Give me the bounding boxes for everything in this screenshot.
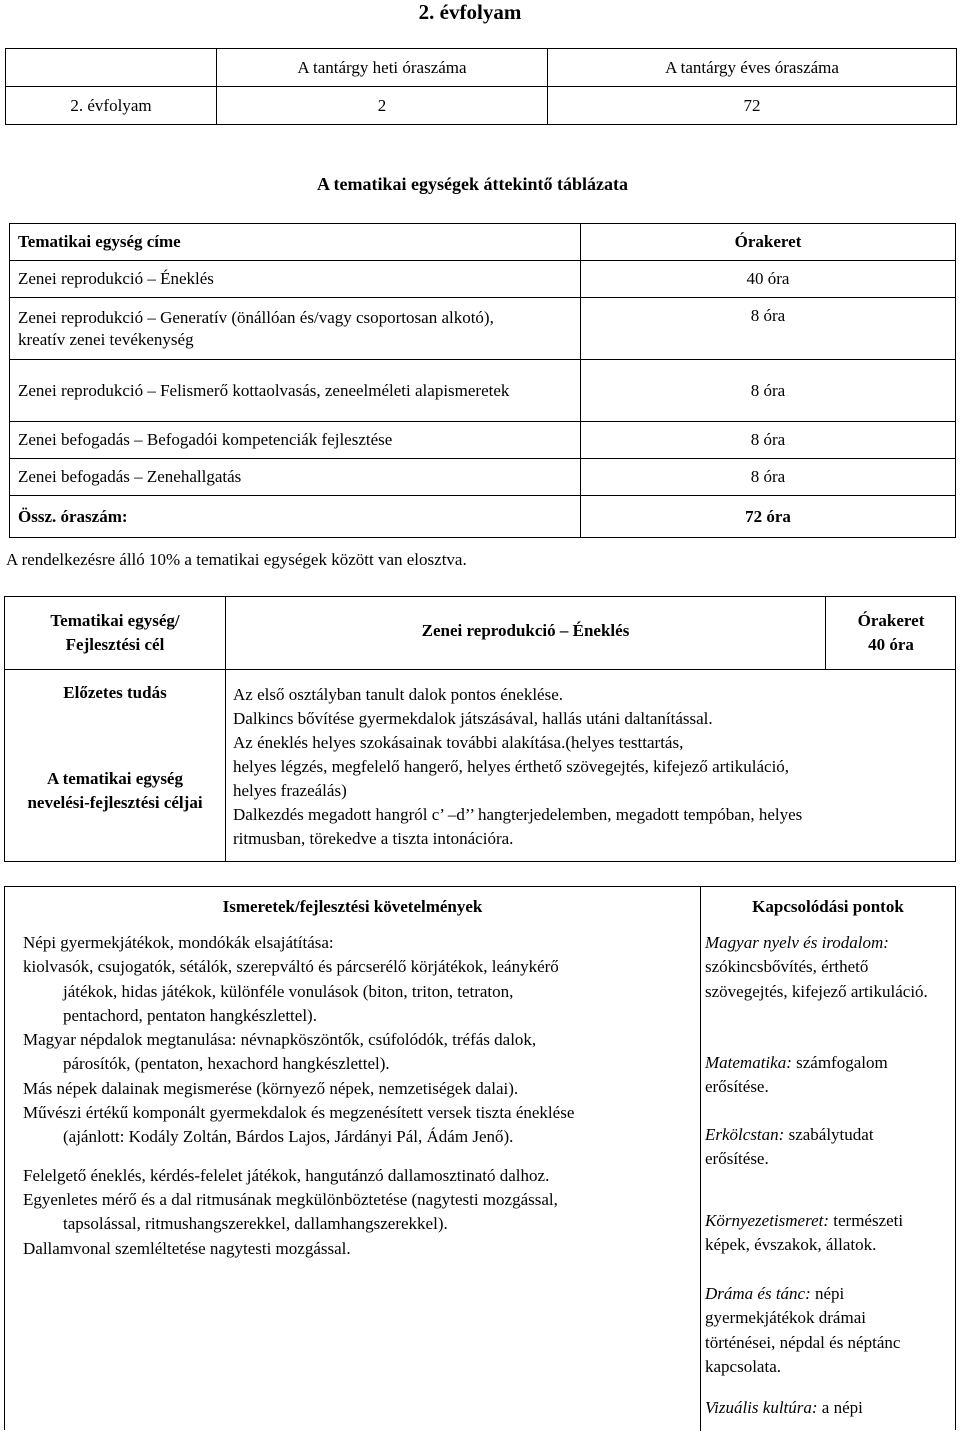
link-text: természeti képek, évszakok, állatok. <box>705 1211 904 1255</box>
weekly-hours-header: A tantárgy heti óraszáma <box>217 49 548 87</box>
unit-row-2: Zenei reprodukció – Generatív (önállóan és/vagy csoportosan alkotó), kreatív zenei tevékenység <box>10 298 581 360</box>
requirement-line: párosítók, (pentaton, hexachord hangkészlettel). <box>63 1054 390 1074</box>
total-hours: 72 óra <box>581 496 956 538</box>
link-subject: Matematika: <box>705 1053 792 1072</box>
page-title: 2. évfolyam <box>418 0 522 24</box>
unit-label: Tematikai egység/ Fejlesztési cél <box>50 611 180 654</box>
requirement-line: Népi gyermekjátékok, mondókák elsajátítása: <box>23 933 334 952</box>
requirement-line: játékok, hidas játékok, különféle vonulások (biton, triton, tetraton, <box>63 981 514 1001</box>
distribution-note: A rendelkezésre álló 10% a tematikai egységek között van elosztva. <box>6 550 467 569</box>
link-item <box>705 931 937 1051</box>
link-item <box>705 1209 937 1282</box>
unit-row-2-hours: 8 óra <box>581 298 956 360</box>
requirement-line: pentachord, pentaton hangkészlettel). <box>63 1005 317 1025</box>
requirement-line: (ajánlott: Kodály Zoltán, Bárdos Lajos, Járdányi Pál, Ádám Jenő). <box>63 1127 514 1147</box>
hours-column-header: Órakeret <box>581 224 956 261</box>
requirement-line: Más népek dalainak megismerése (környező népek, nemzetiségek dalai). <box>23 1078 519 1098</box>
requirement-line: Felelgető éneklés, kérdés-felelet játékok, hangutánzó dallamosztinató dalhoz. <box>23 1165 550 1185</box>
link-item <box>705 1396 937 1420</box>
weekly-hours-value: 2 <box>217 87 548 125</box>
requirement-line: Dallamvonal szemléltetése nagytesti mozgással. <box>23 1238 351 1258</box>
unit-row-4-hours: 8 óra <box>581 422 956 459</box>
total-label: Össz. óraszám: <box>10 496 581 538</box>
link-item <box>705 1051 937 1123</box>
overview-table <box>9 223 956 538</box>
requirement-line: Egyenletes mérő és a dal ritmusának megkülönböztetése (nagytesti mozgással, <box>23 1189 558 1209</box>
grade-label: 2. évfolyam <box>6 87 217 125</box>
overview-title: A tematikai egységek áttekintő táblázata <box>317 174 628 194</box>
goals-text: Az első osztályban tanult dalok pontos éneklése. Dalkincs bővítése gyermekdalok játszásával, hallás utáni daltanítással. Az éneklés helyes szokásainak további alakítása.(helyes testtartás, helyes légzés, megfelelő hangerő, helyes érthető szövegejtés, kifejező artikuláció, helyes frazeálás) Dalkezdés megadott hangról c’ –d’’ hangterjedelemben, megadott tempóban, helyes ritmusban, törekedve a tiszta intonációra. <box>233 683 953 851</box>
requirements-table <box>4 886 956 1430</box>
link-subject: Vizuális kultúra: <box>705 1398 818 1417</box>
unit-row-1: Zenei reprodukció – Éneklés <box>10 261 581 298</box>
unit-column-header: Tematikai egység címe <box>10 224 581 261</box>
requirements-header: Ismeretek/fejlesztési követelmények <box>222 897 483 916</box>
links-header: Kapcsolódási pontok <box>752 897 904 916</box>
unit-row-5-hours: 8 óra <box>581 459 956 496</box>
unit-table <box>4 596 956 862</box>
yearly-hours-header: A tantárgy éves óraszáma <box>548 49 957 87</box>
link-text: szabálytudat erősítése. <box>705 1125 874 1169</box>
link-subject: Környezetismeret: <box>705 1211 830 1230</box>
link-item <box>705 1123 937 1209</box>
prior-knowledge-label: Előzetes tudás <box>63 683 167 702</box>
link-text: szókincsbővítés, érthető szövegejtés, kifejező artikuláció. <box>705 957 928 1001</box>
link-subject: Erkölcstan: <box>705 1125 785 1144</box>
unit-row-3-hours: 8 óra <box>581 360 956 422</box>
unit-title: Zenei reprodukció – Éneklés <box>421 621 630 640</box>
goals-label: A tematikai egység nevelési-fejlesztési céljai <box>27 769 203 812</box>
requirement-line: tapsolással, ritmushangszerekkel, dallamhangszerekkel). <box>63 1214 448 1234</box>
unit-row-3: Zenei reprodukció – Felismerő kottaolvasás, zeneelméleti alapismeretek <box>10 360 581 422</box>
requirement-line: kiolvasók, csujogatók, sétálók, szerepváltó és párcserélő körjátékok, leánykérő <box>23 957 559 977</box>
link-text: a népi <box>821 1398 863 1417</box>
link-text: számfogalom erősítése. <box>705 1053 888 1097</box>
yearly-hours-value: 72 <box>548 87 957 125</box>
links-list <box>705 931 937 1420</box>
requirement-line: Művészi értékű komponált gyermekdalok és megzenésített versek tiszta éneklése <box>23 1103 575 1123</box>
link-item <box>705 1282 937 1396</box>
unit-row-4: Zenei befogadás – Befogadói kompetenciák fejlesztése <box>10 422 581 459</box>
unit-row-5: Zenei befogadás – Zenehallgatás <box>10 459 581 496</box>
link-subject: Dráma és tánc: <box>705 1284 811 1303</box>
link-subject: Magyar nyelv és irodalom: <box>705 933 889 952</box>
prior-knowledge-text: Az első osztályban tanult dalok pontos éneklése. <box>233 685 563 704</box>
requirements-list <box>23 931 703 1261</box>
link-text: népi gyermekjátékok drámai történései, népdal és néptánc kapcsolata. <box>705 1284 901 1376</box>
unit-row-1-hours: 40 óra <box>581 261 956 298</box>
requirement-line: Magyar népdalok megtanulása: névnapköszöntők, csúfolódók, tréfás dalok, <box>23 1030 537 1050</box>
hours-table <box>5 48 957 125</box>
unit-hours: Órakeret 40 óra <box>857 611 925 654</box>
